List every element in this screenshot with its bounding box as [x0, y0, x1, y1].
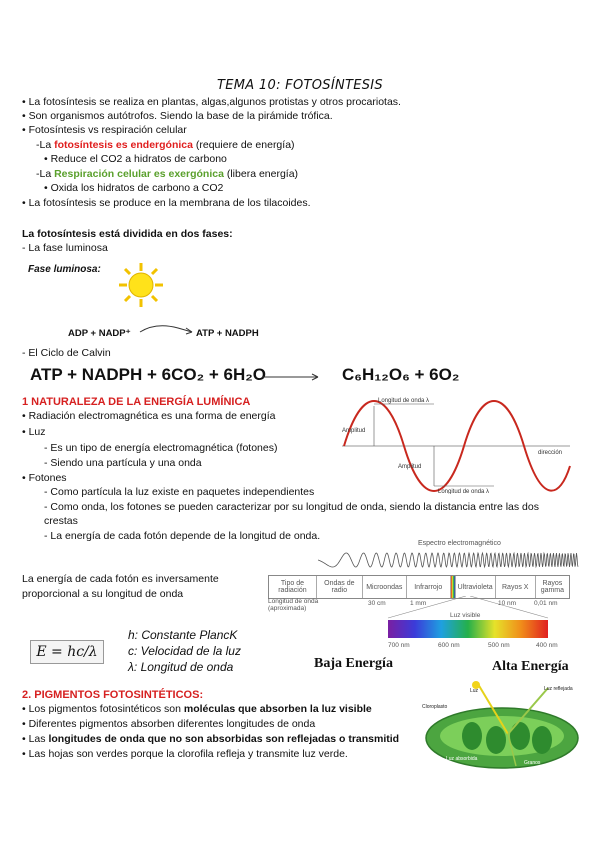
s2-bullet-4: • Las hojas son verdes porque la clorofila refleja y transmite luz verde. — [22, 748, 348, 760]
wavelength-diagram — [338, 394, 576, 494]
em-header-xray: Rayos X — [496, 576, 536, 598]
wave-direction-label: dirección — [538, 450, 563, 456]
light-phase-label: Fase luminosa: — [28, 264, 101, 275]
membrane-bullet: • La fotosíntesis se produce en la membrana de los tilacoides. — [22, 197, 311, 209]
compare-respiration-sub: • Oxida los hidratos de carbono a CO2 — [44, 182, 224, 194]
spectrum-wave — [318, 551, 580, 569]
visible-tick-700: 700 nm — [388, 642, 410, 649]
wave-bottom-label: Longitud de onda λ — [438, 489, 490, 494]
em-val-2: 1 mm — [410, 600, 427, 607]
em-val-4: 0,01 nm — [534, 600, 558, 607]
s2-bullet-1: • Los pigmentos fotosintéticos son moléculas que absorben la luz visible — [22, 703, 372, 715]
em-val-3: 10 nm — [498, 600, 517, 607]
formula-c: c: Velocidad de la luz — [128, 644, 241, 658]
em-header-uv: Ultravioleta — [456, 576, 496, 598]
wave-amplitude-top: Amplitud — [342, 428, 366, 434]
section2-heading: 2. PIGMENTOS FOTOSINTÉTICOS: — [22, 689, 204, 701]
compare-photosynthesis-sub: • Reduce el CO2 a hidratos de carbono — [44, 153, 227, 165]
visible-tick-400: 400 nm — [536, 642, 558, 649]
visible-tick-500: 500 nm — [488, 642, 510, 649]
em-header-microwave: Microondas — [363, 576, 407, 598]
chloro-label-absorbed: Luz absorbida — [446, 756, 478, 762]
intro-bullet-2: • Son organismos autótrofos. Siendo la base de la pirámide trófica. — [22, 110, 333, 122]
phases-heading: La fotosíntesis está dividida en dos fases: — [22, 228, 233, 240]
s1-bullet-photons: • Fotones — [22, 472, 67, 484]
em-header-radio: Ondas de radio — [317, 576, 363, 598]
low-energy-label: Baja Energía — [314, 656, 393, 671]
chloro-label-light: Luz — [470, 688, 479, 694]
s2-bullet-2: • Diferentes pigmentos absorben diferentes longitudes de onda — [22, 718, 316, 730]
phase-calvin: - El Ciclo de Calvin — [22, 347, 111, 359]
s2-bullet-3: • Las longitudes de onda que no son absorbidas son reflejadas o transmitid — [22, 733, 400, 745]
light-phase-arrow — [138, 318, 198, 338]
chloro-label-chloroplast: Cloroplasto — [422, 704, 448, 710]
inverse-line-1: La energía de cada fotón es inversamente — [22, 573, 219, 585]
calvin-products: C₆H₁₂O₆ + 6O₂ — [342, 365, 460, 384]
em-header-infrared: Infrarrojo — [407, 576, 451, 598]
chloro-label-grana: Granos — [524, 760, 541, 766]
inverse-line-2: proporcional a su longitud de onda — [22, 588, 184, 600]
s1-photons-sub2: - Como onda, los fotones se pueden caracterizar por su longitud de onda, siendo la distancia entre las dos — [44, 501, 539, 513]
formula-box — [30, 640, 104, 664]
em-val-1: 30 cm — [368, 600, 386, 607]
s1-photons-sub3: - La energía de cada fotón depende de la longitud de onda. — [44, 530, 321, 542]
s1-bullet-radiation: • Radiación electromagnética es una forma de energía — [22, 410, 276, 422]
intro-bullet-3: • Fotosíntesis vs respiración celular — [22, 124, 187, 136]
wave-top-label: Longitud de onda λ — [378, 398, 430, 404]
em-row-wavelength: Longitud de onda (aproximada) — [268, 598, 319, 612]
formula-h: h: Constante PlancK — [128, 628, 238, 642]
calvin-arrow — [262, 372, 322, 382]
s1-photons-sub2-cont: crestas — [44, 515, 78, 527]
wave-amplitude-bottom: Amplitud — [398, 464, 422, 470]
planck-formula: E = hc/λ — [36, 644, 98, 660]
intro-bullet-1: • La fotosíntesis se realiza en plantas, algas,algunos protistas y otros procariotas. — [22, 96, 401, 108]
visible-light-label: Luz visible — [450, 612, 481, 619]
section1-heading: 1 NATURALEZA DE LA ENERGÍA LUMÍNICA — [22, 396, 251, 408]
compare-photosynthesis: -La fotosíntesis es endergónica (requiere de energía) — [36, 139, 295, 151]
formula-lambda: λ: Longitud de onda — [128, 660, 234, 674]
visible-tick-600: 600 nm — [438, 642, 460, 649]
page-title: TEMA 10: FOTOSÍNTESIS — [217, 78, 383, 93]
s1-light-sub1: - Es un tipo de energía electromagnética (fotones) — [44, 442, 278, 454]
calvin-reactants: ATP + NADPH + 6CO₂ + 6H₂O — [30, 365, 267, 384]
light-phase-products: ATP + NADPH — [196, 328, 259, 339]
s1-light-sub2: - Siendo una partícula y una onda — [44, 457, 202, 469]
visible-spectrum-bar — [388, 620, 548, 638]
em-header-gamma: Rayos gamma — [540, 580, 565, 594]
high-energy-label: Alta Energía — [492, 659, 569, 674]
sun-icon — [118, 262, 164, 308]
chloro-label-reflected: Luz reflejada — [544, 686, 573, 692]
phase-light: - La fase luminosa — [22, 242, 108, 254]
em-header-type: Tipo de radiación — [269, 576, 317, 598]
s1-photons-sub1: - Como partícula la luz existe en paquetes independientes — [44, 486, 315, 498]
s1-bullet-light: • Luz — [22, 426, 46, 438]
spectrum-title: Espectro electromagnético — [418, 540, 501, 547]
light-phase-reactants: ADP + NADP⁺ — [68, 328, 131, 339]
compare-respiration: -La Respiración celular es exergónica (libera energía) — [36, 168, 299, 180]
chloroplast-illustration — [416, 680, 584, 772]
